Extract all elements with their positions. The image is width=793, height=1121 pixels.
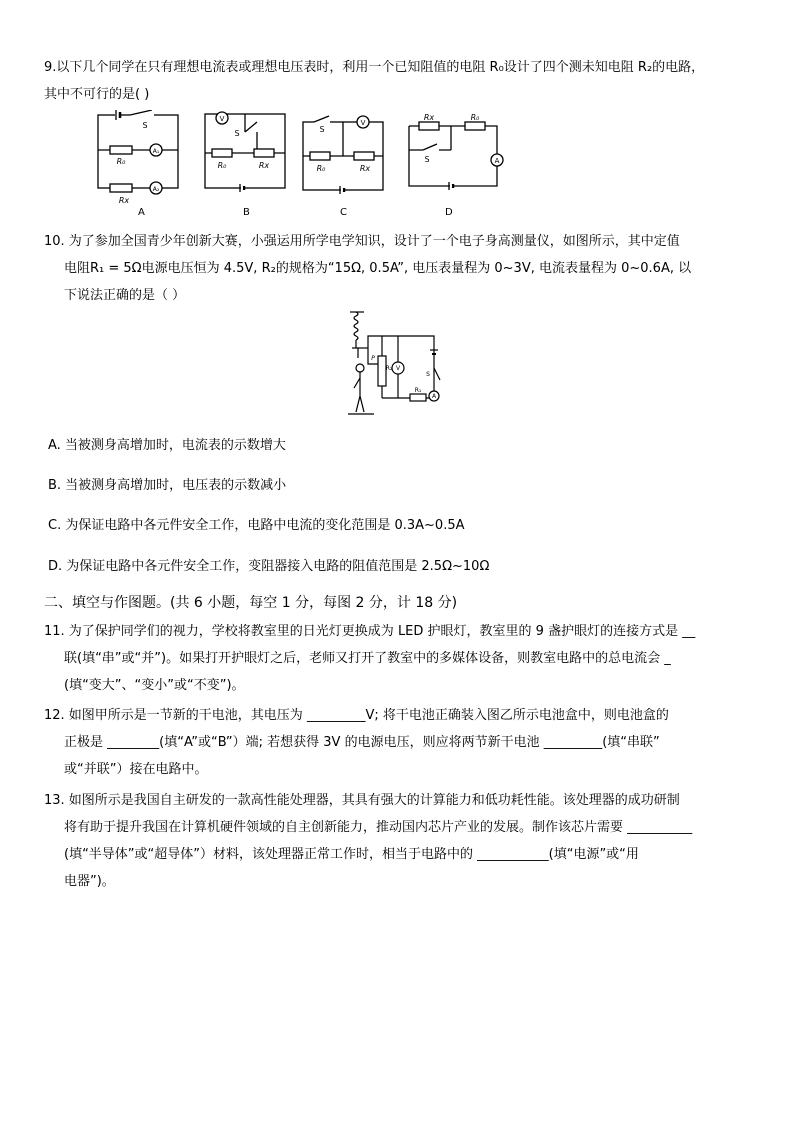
figure-caption-a: A [138,207,145,218]
circuit-label: S [234,129,240,138]
circuit-label: Rx [359,164,371,173]
section-heading: 二、填空与作图题。(共 6 小题，每空 1 分，每图 2 分，计 18 分) [44,595,458,611]
circuit-diagram-c [300,110,390,220]
circuit-label: V [395,365,401,372]
circuit-label: R₀ [316,164,326,173]
q11-line2: 联(填“串”或“并”)。如果打开护眼灯之后，老师又打开了教室中的多媒体设备，则教室电路中的总电流会 _ [64,651,671,666]
circuit-label: R₂ [385,365,393,372]
circuit-label: R₀ [217,161,227,170]
circuit-diagram-d [405,110,505,220]
q10-option-d: D. 为保证电路中各元件安全工作，变阻器接入电路的阻值范围是 2.5Ω~10Ω [48,559,490,574]
q13-line2: 将有助于提升我国在计算机硬件领域的自主创新能力，推动国内芯片产业的发展。制作该芯片需要 __________ [64,820,693,835]
q10-option-c: C. 为保证电路中各元件安全工作，电路中电流的变化范围是 0.3A~0.5A [48,518,465,533]
circuit-label: S [426,371,430,378]
circuit-label: Rx [118,196,130,205]
q9-stem-line2: 其中不可行的是( ) [44,87,150,102]
q12-line1: 12. 如图甲所示是一节新的干电池，其电压为 _________V; 将干电池正确装入图乙所示电池盒中，则电池盒的 [44,708,669,723]
q13-line3: (填“半导体”或“超导体”）材料，该处理器正常工作时，相当于电路中的 ___________(填“电源”或“用 [64,847,639,862]
circuit-diagram-a [94,110,184,220]
circuit-label: A₂ [152,186,160,193]
label-s: S [142,121,148,130]
figure-caption-d: D [445,207,453,218]
circuit-label: R₁ [414,387,422,394]
q10-stem-line2: 电阻R₁ = 5Ω电源电压恒为 4.5V, R₂的规格为“15Ω, 0.5A”, 电压表量程为 0~3V, 电流表量程为 0~0.6A, 以 [64,261,692,276]
circuit-label: V [360,119,366,127]
circuit-label: V [219,115,225,123]
q10-option-a: A. 当被测身高增加时，电流表的示数增大 [48,438,286,453]
circuit-label: R₀ [470,113,480,122]
circuit-label: A₁ [152,148,160,155]
height-meter-diagram [344,308,454,420]
q13-line1: 13. 如图所示是我国自主研发的一款高性能处理器，其具有强大的计算能力和低功耗性能。该处理器的成功研制 [44,793,680,808]
circuit-diagram-b [202,110,292,220]
q11-line1: 11. 为了保护同学们的视力，学校将教室里的日光灯更换成为 LED 护眼灯，教室里的 9 盏护眼灯的连接方式是 __ [44,624,696,639]
q10-option-b: B. 当被测身高增加时，电压表的示数减小 [48,478,287,493]
q11-line3: (填“变大”、“变小”或“不变”)。 [64,678,245,693]
figure-caption-b: B [243,207,250,218]
circuit-label: R₀ [116,157,126,166]
circuit-label: Rx [423,113,435,122]
circuit-label: P [371,355,375,362]
circuit-label: Rx [258,161,270,170]
q10-stem-line3: 下说法正确的是（ ） [64,288,186,303]
q12-line2: 正极是 ________(填“A”或“B”）端; 若想获得 3V 的电源电压，则应将两节新干电池 _________(填“串联” [64,735,660,750]
q13-line4: 电器”)。 [64,874,115,889]
q9-stem-line1: 9.以下几个同学在只有理想电流表或理想电压表时，利用一个已知阻值的电阻 R₀设计了四个测未知电阻 R₂的电路， [44,60,705,75]
circuit-label: A [494,157,500,165]
q10-stem-line1: 10. 为了参加全国青少年创新大赛，小强运用所学电学知识，设计了一个电子身高测量仪，如图所示，其中定值 [44,234,680,249]
circuit-label: S [319,125,325,134]
figure-caption-c: C [340,207,347,218]
circuit-label: A [431,393,437,400]
q12-line3: 或“并联”）接在电路中。 [64,762,208,777]
circuit-label: S [424,155,430,164]
